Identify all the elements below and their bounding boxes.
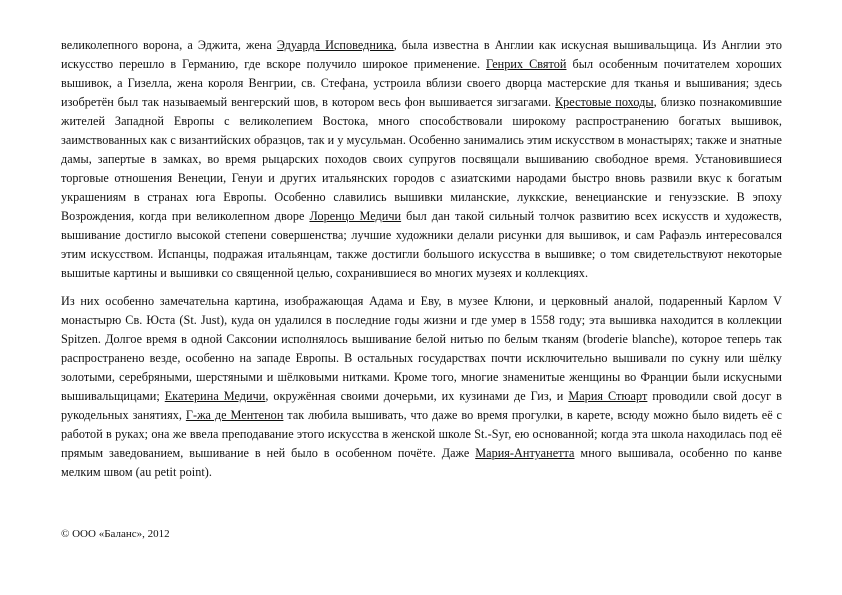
link-gzha-de-mentenon[interactable]: Г-жа де Ментенон — [185, 408, 284, 422]
text-run: был дан такой сильный толчок развитию всех искусств и художеств, вышивание достигло высокой степени совершенства; лучшие художники делали рисунки для вышивок, и сам Рафаэль интересовался этим искусством. Испанцы, подражая итальянцам, также достигли большого искусства в вышивке; о том свидетельствуют некоторые вышитые картины и вышивки со священной целью, сохранившиеся во многих музеях и коллекциях. — [61, 209, 783, 280]
article-body — [61, 36, 782, 482]
footer-copyright: © ООО «Баланс», 2012 — [61, 528, 170, 540]
link-lorenzo-medichi[interactable]: Лоренцо Медичи — [309, 209, 402, 223]
link-krestovye-pokhody[interactable]: Крестовые походы — [554, 95, 654, 109]
paragraph-1 — [61, 36, 782, 283]
text-run: , близко познакомившие жителей Западной Европы с великолепием Востока, много способствовали широкому распространению богатых вышивок, заимствованных как с византийских образцов, так и у мусульман. Особенно занимались этим искусством в монастырях; также и знатные дамы, запертые в замках, во время рыцарских походов своих супругов посвящали вышиванию свободное время. Установившиеся торговые отношения Венеции, Генуи и других итальянских городов с азиатскими народами быстро вновь развили вкус к богатым украшениям в странах юга Европы. Особенно славились вышивки миланские, луккские, венецианские и генуэзские. В эпоху Возрождения, когда при великолепном дворе — [61, 95, 782, 223]
text-run: проводили свой досуг в рукодельных занятиях, — [61, 389, 782, 422]
text-run: , была известна в Англии как искусная вышивальщица. Из Англии это искусство перешло в Германию, где вскоре получило широкое применение. — [61, 38, 782, 71]
link-ekaterina-medichi[interactable]: Екатерина Медичи — [164, 389, 266, 403]
link-mariya-styuart[interactable]: Мария Стюарт — [568, 389, 648, 403]
paragraph-2 — [61, 292, 782, 482]
link-mariya-antuanetta[interactable]: Мария-Антуанетта — [475, 446, 575, 460]
text-run: много вышивала, особенно по канве мелким швом (au petit point). — [61, 446, 782, 479]
text-run: был особенным почитателем хороших вышивок, а Гизелла, жена короля Венгрии, св. Стефана, устроила вблизи своего дворца мастерские для тканья и вышивания; здесь изобретён был так называемый венгерский шов, в котором весь фон вышивается зигзагами. — [61, 57, 782, 109]
text-run: , окружённая своими дочерьми, их кузинами де Гиз, и — [265, 389, 569, 403]
text-run: Из них особенно замечательна картина, изображающая Адама и Еву, в музее Клюни, и церковный аналой, подаренный Карлом V монастырю Св. Юста (St. Just), куда он удалился в последние годы жизни и где умер в 1558 году; эта вышивка находится в коллекции Spitzen. Долгое время в одной Саксонии исполнялось вышивание белой нитью по белым тканям (broderie blanche), которое теперь так распространено везде, особенно на западе Европы. В остальных государствах почти исключительно вышивали по сукну или шёлку золотыми, серебряными, шерстяными и шёлковыми нитками. Кроме того, многие знаменитые женщины во Франции были искусными вышивальщицами; — [61, 294, 782, 403]
link-genrikh-svyatoy[interactable]: Генрих Святой — [486, 57, 567, 71]
text-run: великолепного ворона, а Эджита, жена — [61, 38, 277, 52]
text-run: так любила вышивать, что даже во время прогулки, в карете, всюду можно было видеть её с работой в руках; она же ввела преподавание этого искусства в женской школе St.-Syr, ею основанной; когда эта школа находилась под её прямым заведованием, вышивание в ней было в особенном почёте. Даже — [61, 408, 783, 460]
link-eduard-ispovednik[interactable]: Эдуарда Исповедника — [276, 38, 394, 52]
